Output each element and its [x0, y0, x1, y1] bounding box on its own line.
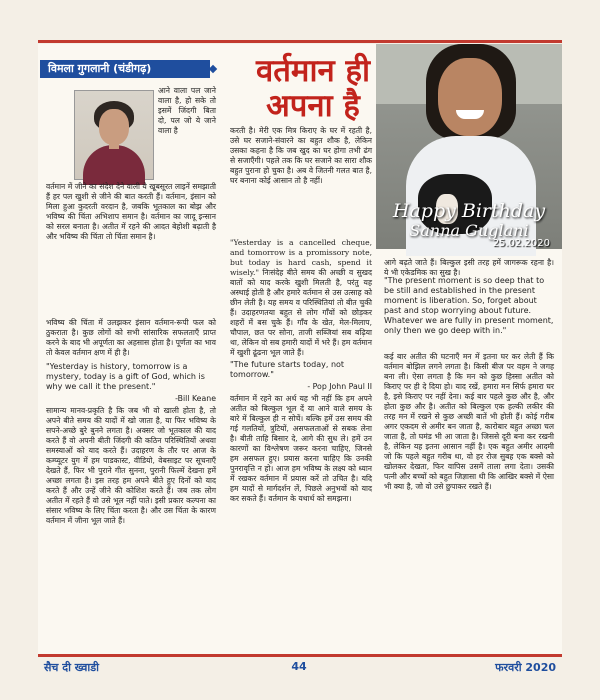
paragraph: कई बार अतीत की घटनाएँ मन में इतना घर कर लेती हैं कि वर्तमान बोझिल लगने लगता है। किसी बीज पर वहम ने जगह बना ली। ऐसा लगता है कि मन को कुछ हिस्सा अतीत को किराए पर ही दे दिया हो। याद रखें, हमारा मन सिर्फ हमारा घर है, इसे किराए पर नहीं देना। कई बार पहले कुछ और है, और होता कुछ और है। अतीत को बिल्कुल एक हल्की लकीर की तरह मन में रखने से कुछ अच्छी बातें भी होती हैं। कोई गरीब अगर एकदम से अमीर बन जाता है, कारोबार बहुत अच्छा चल जाता है, तो घमंड भी आ जाता है। जिससे दूरी बना कर रखनी है, लेकिन यह इतना आसान नहीं है। एक बहुत अमीर आदमी जो कि पहले बहुत गरीब था, वो हर रोज सुबह एक बक्से को खोलकर देखता, फिर वापिस उसमें ताला लगा देता। उसकी पत्नी और बच्चों को बहुत जिज्ञासा थी कि आखिर बक्से में ऐसा भी क्या है, जो वो उसे छुपाकर रखते हैं।	[384, 352, 554, 491]
magazine-name: सैच दी ख्वाडी	[44, 661, 99, 674]
author-byline: विमला गुगलानी (चंडीगढ़)	[40, 60, 210, 78]
author-photo-body	[83, 145, 145, 185]
text-column-left-2	[46, 318, 216, 360]
quote-pope: "The future starts today, not tomorrow."	[230, 360, 345, 379]
author-photo-face	[99, 109, 129, 145]
text-column-left-3	[46, 362, 216, 642]
headline-line-2: अपना है	[266, 88, 360, 124]
text-column-right-1	[384, 258, 554, 277]
text-column-right-quote	[384, 276, 554, 350]
quote-attribution: - Pop John Paul II	[307, 382, 372, 391]
paragraph: करती है। मेरी एक मित्र किराए के घर में रहती है, उसे घर सजाने-संवारने का बहुत शौक है, लेकिन उसका कहना है कि जब खुद का घर होगा तभी ढंग से सजाएँगी। पहले तक कि घर सजाने का सारा शौक बहुत पुराना हो चुका है। अब वे जितनी गलत बात है, घर बनाना कोई आसान तो है नहीं।	[230, 126, 372, 185]
quote-attribution: -Bill Keane	[175, 394, 216, 403]
paragraph: "Yesterday is a cancelled cheque, and tomorrow is a promissory note, but today is hard cash, spend it wisely." निःसंदेह बीते समय की अच्छी व सुखद बातों को याद करके खुशी मिलती है, परंतु यह अस्थाई होती है और हमारे वर्तमान से उस उत्साह को छीन लेती है। यह समय व परिस्थितियां तो बीत चुकी हैं। उदाहरणतया बहुत से लोग गाँवों को छोड़कर शहरों में बस चुके हैं। गाँव के खेत, मेल-मिलाप, चौपाल, छत पर सोना, ताजी सब्जियां सब बढ़िया था, लेकिन वो सब हमारी यादों में भरे हैं। हम वर्तमान में खुशी ढूंढना भूल जाते हैं।	[230, 238, 372, 357]
headline-line-1: वर्तमान ही	[256, 53, 370, 89]
birthday-greeting: Happy Birthday	[392, 200, 546, 222]
hero-photo-face	[438, 58, 502, 136]
text-column-right-2	[384, 352, 554, 642]
paragraph: सामान्य मानव-प्रकृति है कि जब भी वो खाली होता है, तो अपने बीते समय की यादों में खो जाता है, या फिर भविष्य के सपने-अच्छे बुरे बुनने लगता है। अक्सर जो भूतकाल की याद करते हैं वो अपनी बीती जिंदगी की कठिन परिस्थितियों अथवा समस्याओं को याद करते हैं। उदाहरण के तौर पर आज के कम्प्यूटर युग में हम पाडकास्ट, वीडियो, वेबसाइट पर सूचनाएँ देखते हैं, फिर भी पुराने गीत सुनना, पुरानी फिल्में देखना हमें अच्छा लगता है। इस तरह हम अपने बीते हुए दिनों को याद करते हैं और उन्हें जीने की कोशिश करते हैं। जब तक लोग अतीत में रहते हैं वो उसे भूल नहीं पाते। इसी प्रकार कल्पना का संसार भविष्य के लिए चिंता करता है। और उस चिंता के कारण वर्तमान में जीना भूल जाते हैं।	[46, 406, 216, 525]
paragraph: वर्तमान में जीने का संदेश देने वाली ये खूबसूरत लाइनें समझाती हैं हर पल खुशी से जीने की बात करती हैं। वर्तमान, इंसान को मिला हुआ कुदरती वरदान है, जबकि भूतकाल का बोझ और भविष्य की चिंता अभिशाप समान है। वर्तमान का जादू इन्सान को सरल बनाता है। अतीत में रहने की आदत बेहोशी बढ़ाती है और भविष्य की चिंता तो चिंता समान है।	[46, 182, 216, 241]
issue-date: फरवरी 2020	[495, 661, 556, 674]
birthday-name: Sanna Guglani	[409, 221, 529, 240]
author-photo	[74, 90, 154, 180]
quote-bill-keane: "Yesterday is history, tomorrow is a mystery, today is a gift of God, which is why we call it the present."	[46, 362, 205, 391]
page-number: 44	[291, 660, 307, 673]
birthday-date: 25.02.2020	[492, 238, 550, 249]
footer-rule	[38, 654, 562, 657]
top-rule	[38, 40, 562, 43]
page-footer	[38, 660, 562, 678]
paragraph: भविष्य की चिंता में उलझकर इंसान वर्तमान-रूपी फल को ठुकराता है। कुछ लोगों को सभी सांसारिक सफलताएँ प्राप्त करने के बाद भी अपूर्णता का अहसास होता है। पूर्णता का भाव तो केवल वर्तमान क्षण में ही है।	[46, 318, 216, 357]
paragraph: आगे बढ़ते जाते हैं। बिल्कुल इसी तरह हमें जागरूक रहना है। ये भी एकेडमिक का सुख है।	[384, 258, 554, 277]
paragraph: वर्तमान में रहने का अर्थ यह भी नहीं कि हम अपने अतीत को बिल्कुल भूल दें या आने वाले समय के बारे में बिल्कुल ही न सोचें। बल्कि हमें उस समय की गई गलतियों, त्रुटियों, असफलताओं से सबक लेना है। बीती ताहि बिसार दे, आगे की सुध ले। हमें उन कारणों का विश्लेषण जरूर करना चाहिए, जिनसे हम असफल हुए। प्रयास करना चाहिए कि उनकी पुनरावृत्ति न हो। आज हम भविष्य के लक्ष्य को ध्यान में रखकर वर्तमान में प्रयास करें तो उचित है। यदि हम यादों से मार्गदर्शन लें, पिछले अनुभवों को याद कर सकते हैं। वर्तमान के यथार्थ को समझना।	[230, 394, 372, 503]
intro-verse: आने वाला पल जाने वाला है, हो सके तो इसमें जिंदगी बिता दो, पल जो ये जाने वाला है	[158, 86, 216, 135]
quote-present-moment: "The present moment is so deep that to be still and established in the present moment is liberation. So, forget about past and stop worrying about future. Whatever we are fully in present moment, only then we go deep with in."	[384, 276, 554, 335]
text-column-middle-1	[230, 126, 372, 236]
text-column-middle-2	[230, 238, 372, 642]
text-column-left-1	[46, 182, 216, 312]
